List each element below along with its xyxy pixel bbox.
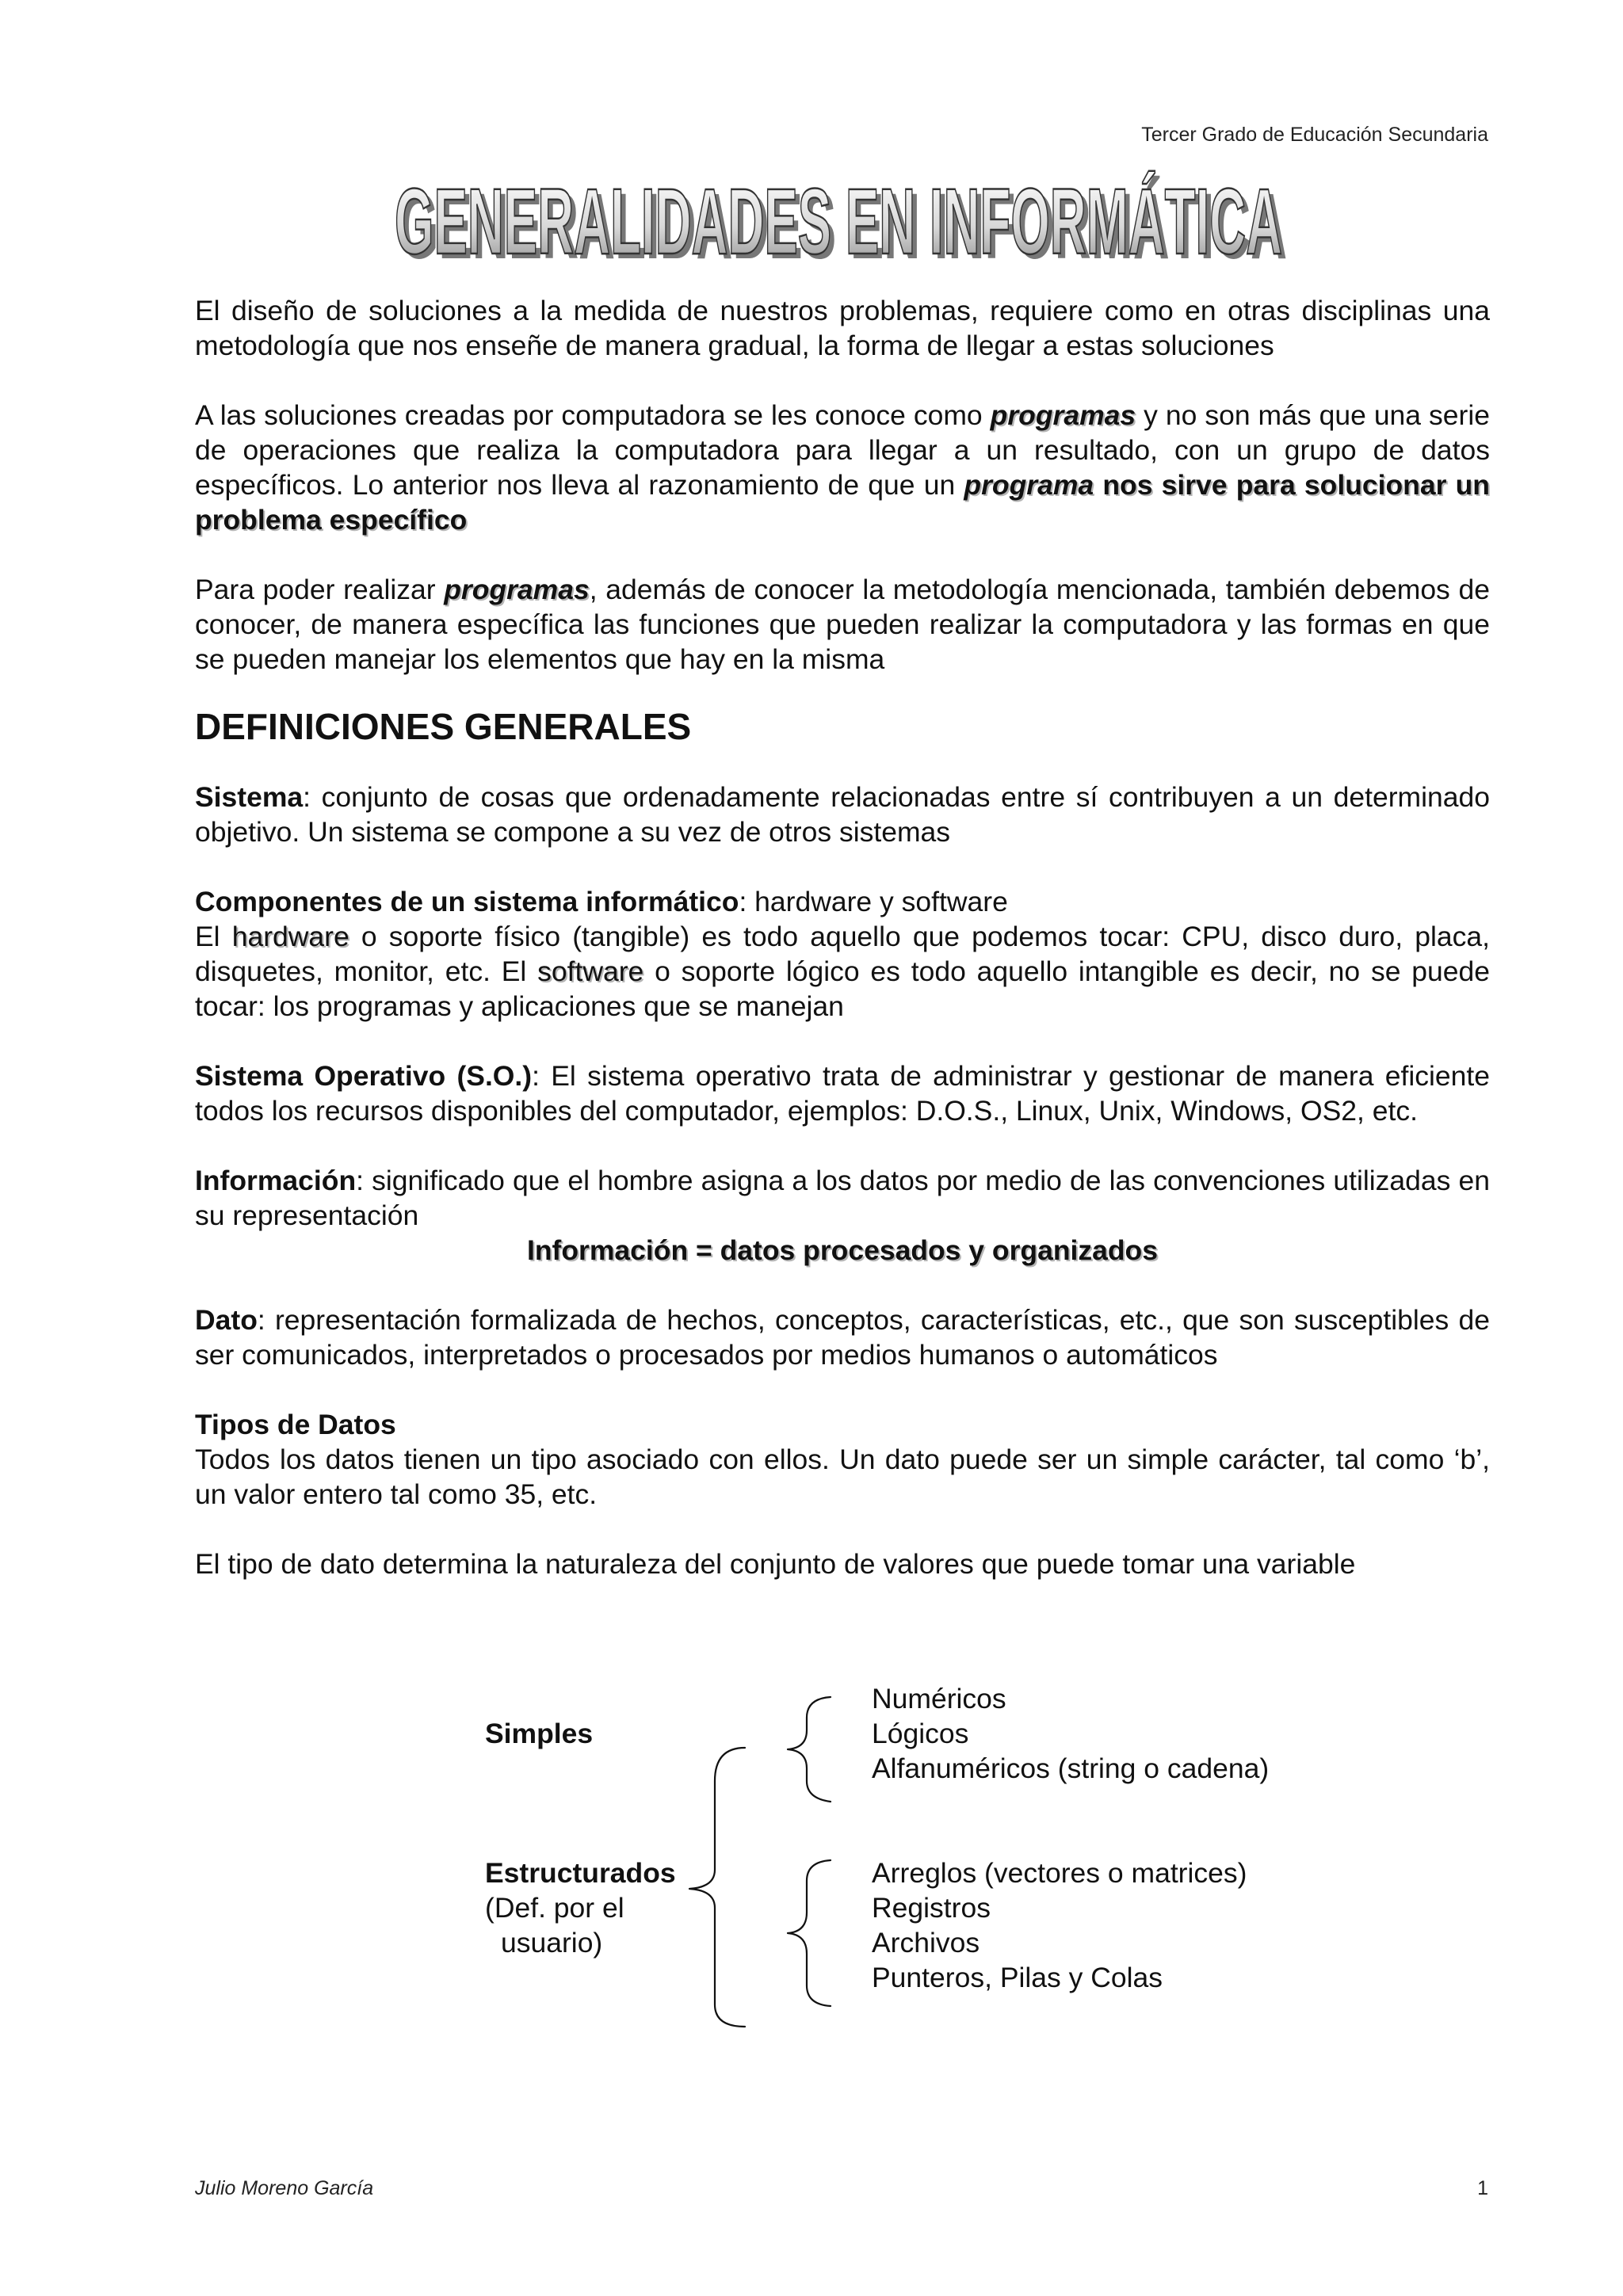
title-shadow: GENERALIDADES EN INFORMÁTICA [399, 174, 1287, 271]
definition-sistema-operativo: Sistema Operativo (S.O.): El sistema operativo trata de administrar y gestionar de manera eficiente todos los recursos disponibles del computador, ejemplos: D.O.S., Linux, Unix, Windows, OS2, etc. [195, 1060, 1490, 1127]
definition-informacion: Información: significado que el hombre asigna a los datos por medio de las convenciones utilizadas en su representación [195, 1165, 1490, 1231]
simples-label: Simples [485, 1718, 594, 1749]
document-body [195, 293, 1490, 1581]
outer-brace [689, 1748, 745, 2027]
diagram-braces [0, 1680, 1623, 2052]
page-title [388, 168, 1292, 271]
title-text: GENERALIDADES EN INFORMÁTICA [395, 170, 1282, 271]
definition-componentes: Componentes de un sistema informático: hardware y software [195, 886, 1008, 917]
data-types-diagram [0, 1680, 1623, 2052]
simples-item: Numéricos [872, 1683, 1006, 1714]
informacion-formula: Información = datos procesados y organizados [527, 1234, 1158, 1266]
simples-item: Lógicos [872, 1718, 969, 1749]
estructurados-note: usuario) [501, 1927, 603, 1958]
section-heading: DEFINICIONES GENERALES [195, 706, 692, 747]
definition-dato: Dato: representación formalizada de hechos, conceptos, características, etc., que son susceptibles de ser comunicados, interpretados o procesados por medios humanos o automáticos [195, 1304, 1490, 1371]
simples-item: Alfanuméricos (string o cadena) [872, 1753, 1270, 1784]
definition-sistema: Sistema: conjunto de cosas que ordenadamente relacionadas entre sí contribuyen a un determinado objetivo. Un sistema se compone a su vez de otros sistemas [195, 781, 1490, 848]
estructurados-note: (Def. por el [485, 1892, 624, 1924]
intro-paragraph-1: El diseño de soluciones a la medida de nuestros problemas, requiere como en otras disciplinas una metodología que nos enseñe de manera gradual, la forma de llegar a estas soluciones [195, 295, 1490, 361]
tipos-heading: Tipos de Datos [195, 1409, 396, 1440]
simples-brace [788, 1697, 831, 1802]
definition-hardware-software: El hardware o soporte físico (tangible) es todo aquello que podemos tocar: CPU, disco duro, placa, disquetes, monitor, etc. El software o soporte lógico es todo aquello intangible es decir, no se puede tocar: los programas y aplicaciones que se manejan [195, 921, 1490, 1022]
tipo-determina-paragraph: El tipo de dato determina la naturaleza del conjunto de valores que puede tomar una variable [195, 1548, 1356, 1580]
header-subtitle: Tercer Grado de Educación Secundaria [1141, 124, 1488, 146]
footer-author: Julio Moreno García [195, 2177, 374, 2199]
intro-paragraph-2: A las soluciones creadas por computadora se les conoce como programas y no son más que una serie de operaciones que realiza la computadora para llegar a un resultado, con un grupo de datos específicos. Lo anterior nos lleva al razonamiento de que un programa nos sirve para solucionar un problema específico [195, 399, 1490, 536]
footer-page-number: 1 [1477, 2177, 1488, 2199]
estructurados-item: Arreglos (vectores o matrices) [872, 1857, 1247, 1889]
estructurados-item: Archivos [872, 1927, 980, 1958]
intro-paragraph-3: Para poder realizar programas, además de conocer la metodología mencionada, también debemos de conocer, de manera específica las funciones que pueden realizar la computadora y las formas en que se pueden manejar los elementos que hay en la misma [195, 574, 1490, 675]
estructurados-item: Registros [872, 1892, 991, 1924]
estructurados-label: Estructurados [485, 1857, 676, 1889]
estructurados-brace [788, 1860, 831, 2006]
estructurados-item: Punteros, Pilas y Colas [872, 1962, 1163, 1993]
tipos-paragraph: Todos los datos tienen un tipo asociado con ellos. Un dato puede ser un simple carácter, tal como ‘b’, un valor entero tal como 35, etc. [195, 1444, 1490, 1510]
